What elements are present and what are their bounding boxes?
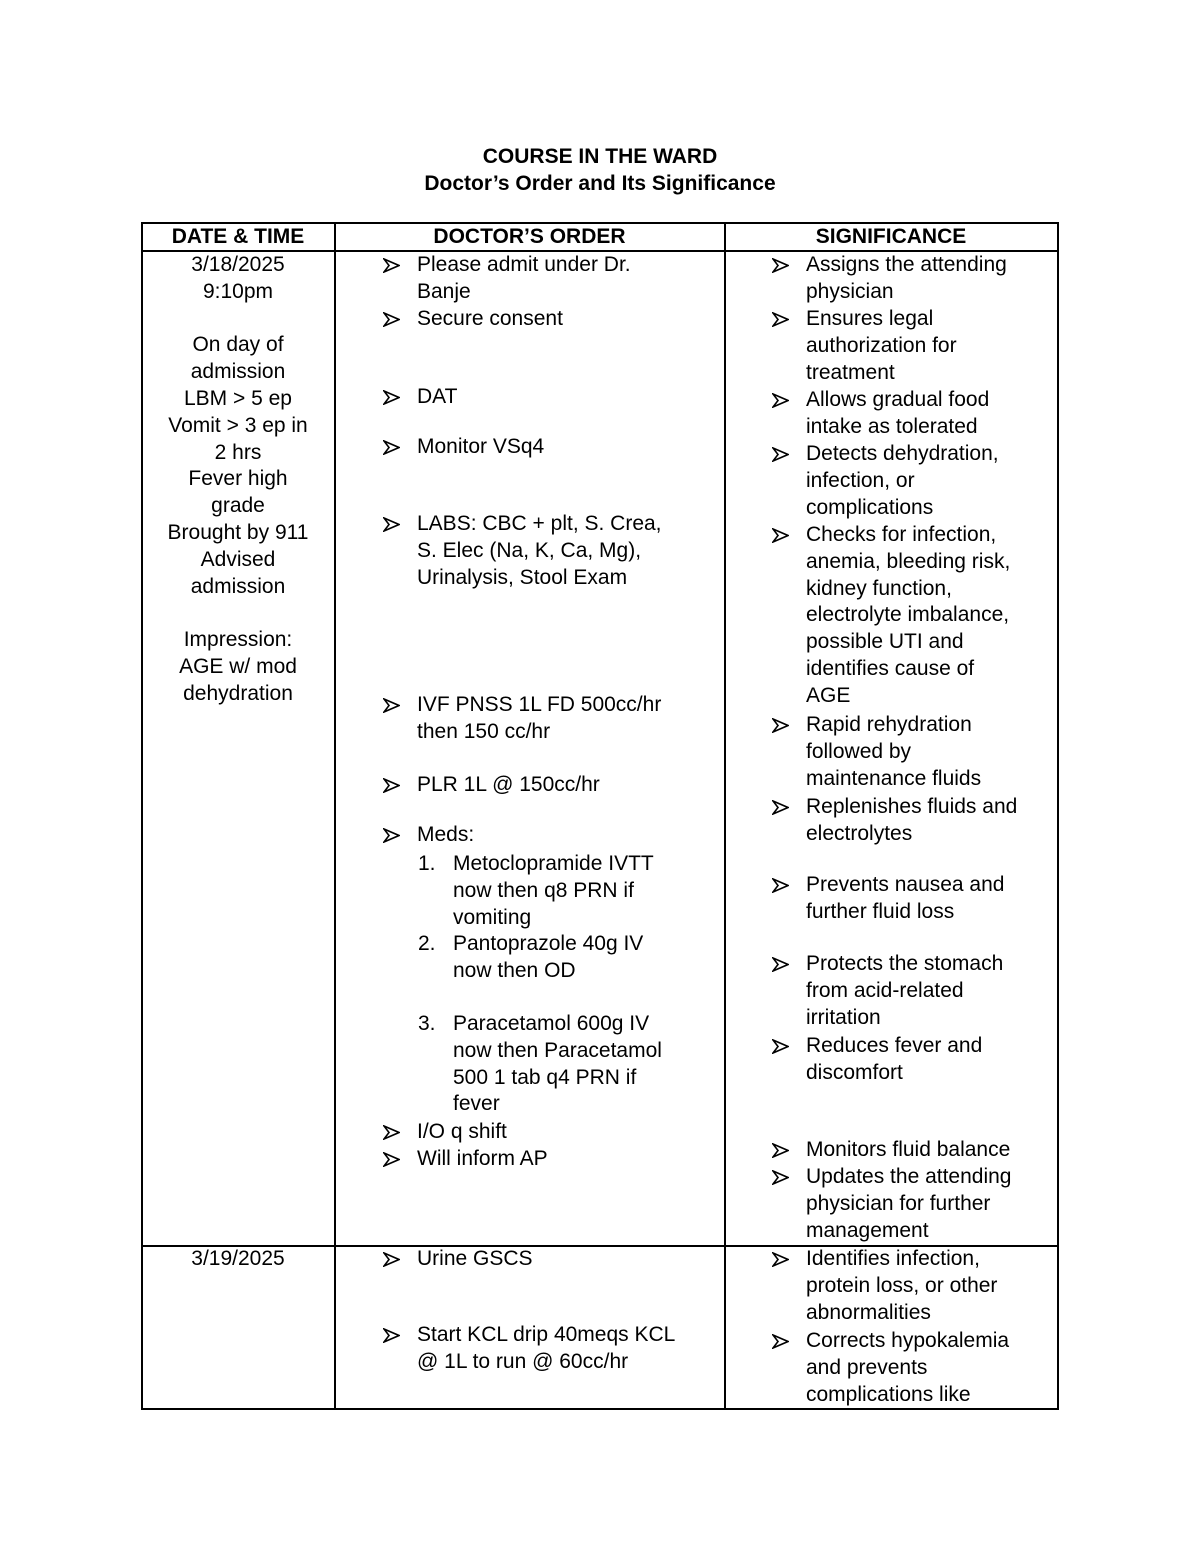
text-line: maintenance fluids	[806, 766, 982, 790]
med-list-item	[418, 931, 753, 985]
med-list-item	[418, 851, 753, 931]
text-line: Assigns the attending	[806, 253, 1007, 276]
text-line: Urine GSCS	[417, 1247, 533, 1270]
text-line: Metoclopramide IVTT	[453, 852, 654, 875]
arrow-bullet-icon	[382, 252, 404, 279]
text-line: Secure consent	[417, 307, 563, 330]
arrow-bullet-icon	[771, 951, 793, 978]
text-line: Reduces fever and	[806, 1034, 983, 1057]
text-line: kidney function,	[806, 576, 952, 600]
text-line: I/O q shift	[417, 1120, 507, 1143]
text-line: vomiting	[453, 905, 532, 929]
text-line: Identifies infection,	[806, 1247, 980, 1270]
list-number: 1.	[418, 852, 436, 875]
text-line: AGE	[806, 683, 851, 707]
text-line: Please admit under Dr.	[417, 253, 631, 276]
arrow-bullet-icon	[382, 511, 404, 538]
arrow-bullet-icon	[382, 772, 404, 799]
text-line: complications	[806, 495, 934, 519]
order-item	[382, 306, 757, 333]
text-line: infection, or	[806, 468, 915, 492]
text-line: IVF PNSS 1L FD 500cc/hr	[417, 693, 662, 716]
text-line: DAT	[417, 385, 458, 408]
arrow-bullet-icon	[382, 1322, 404, 1349]
order-item	[382, 1246, 757, 1273]
significance-item	[771, 522, 1090, 710]
text-line: Rapid rehydration	[806, 713, 972, 736]
text-line: 3/18/2025	[191, 253, 285, 276]
header-date-time: DATE & TIME	[171, 225, 305, 248]
text-line: 500 1 tab q4 PRN if	[453, 1065, 637, 1089]
order-item	[382, 1146, 757, 1173]
text-line: Replenishes fluids and	[806, 795, 1018, 818]
text-line: abnormalities	[806, 1300, 931, 1324]
order-item	[382, 384, 757, 411]
arrow-bullet-icon	[771, 794, 793, 821]
text-line: management	[806, 1218, 929, 1242]
text-line: anemia, bleeding risk,	[806, 549, 1011, 573]
arrow-bullet-icon	[382, 1246, 404, 1273]
text-line: Detects dehydration,	[806, 442, 999, 465]
significance-item	[771, 1246, 1090, 1326]
text-line	[142, 306, 334, 333]
order-item	[382, 252, 757, 306]
text-line: protein loss, or other	[806, 1273, 998, 1297]
order-item	[382, 511, 757, 591]
text-line: further fluid loss	[806, 899, 955, 923]
header-doctors-order: DOCTOR’S ORDER	[433, 225, 626, 248]
text-line: grade	[211, 494, 265, 518]
list-number: 2.	[418, 932, 436, 955]
text-line: intake as tolerated	[806, 414, 978, 438]
text-line: admission	[190, 574, 286, 598]
text-line: electrolyte imbalance,	[806, 603, 1010, 627]
text-line: Monitor VSq4	[417, 435, 545, 458]
order-item	[382, 692, 757, 746]
arrow-bullet-icon	[771, 1328, 793, 1355]
date-time-cell	[142, 252, 334, 708]
order-item	[382, 822, 757, 849]
order-item	[382, 1322, 757, 1376]
arrow-bullet-icon	[771, 522, 793, 549]
text-line: identifies cause of	[806, 656, 975, 680]
order-item	[382, 772, 757, 799]
significance-item	[771, 712, 1090, 792]
arrow-bullet-icon	[382, 1119, 404, 1146]
order-item	[382, 434, 757, 461]
text-line: fever	[453, 1092, 500, 1116]
text-line: Checks for infection,	[806, 523, 997, 546]
header-significance: SIGNIFICANCE	[815, 225, 967, 248]
text-line: treatment	[806, 360, 895, 384]
text-line: Urinalysis, Stool Exam	[417, 565, 628, 589]
arrow-bullet-icon	[382, 1146, 404, 1173]
text-line: Protects the stomach	[806, 952, 1004, 975]
significance-item	[771, 1164, 1090, 1244]
significance-item	[771, 1328, 1090, 1408]
text-line: Vomit > 3 ep in	[168, 413, 308, 437]
text-line: irritation	[806, 1005, 881, 1029]
significance-item	[771, 252, 1090, 306]
text-line: Paracetamol 600g IV	[453, 1012, 650, 1035]
text-line: physician for further	[806, 1191, 991, 1215]
text-line: dehydration	[183, 681, 293, 705]
text-line: PLR 1L @ 150cc/hr	[417, 773, 600, 796]
text-line: 9:10pm	[202, 279, 274, 303]
text-line: physician	[806, 279, 894, 303]
text-line: followed by	[806, 739, 912, 763]
text-line: from acid-related	[806, 978, 964, 1002]
text-line: Allows gradual food	[806, 388, 990, 411]
arrow-bullet-icon	[771, 252, 793, 279]
text-line: Banje	[417, 279, 471, 303]
date-time-cell	[142, 1246, 334, 1273]
text-line: Ensures legal	[806, 307, 934, 330]
text-line: electrolytes	[806, 821, 913, 845]
significance-item	[771, 387, 1090, 441]
text-line: complications like	[806, 1382, 971, 1406]
significance-item	[771, 951, 1090, 1031]
text-line: now then OD	[453, 958, 576, 982]
significance-item	[771, 872, 1090, 926]
significance-item	[771, 794, 1090, 848]
arrow-bullet-icon	[771, 1033, 793, 1060]
text-line: and prevents	[806, 1355, 928, 1379]
text-line: then 150 cc/hr	[417, 719, 551, 743]
significance-item	[771, 306, 1090, 386]
arrow-bullet-icon	[382, 306, 404, 333]
text-line: now then Paracetamol	[453, 1038, 662, 1062]
text-line: Brought by 911	[167, 520, 309, 544]
text-line: Fever high	[188, 467, 288, 491]
med-list-item	[418, 1011, 753, 1118]
text-line: Pantoprazole 40g IV	[453, 932, 644, 955]
significance-item	[771, 441, 1090, 521]
arrow-bullet-icon	[771, 872, 793, 899]
significance-item	[771, 1137, 1090, 1164]
text-line: discomfort	[806, 1060, 903, 1084]
order-item	[382, 1119, 757, 1146]
text-line: S. Elec (Na, K, Ca, Mg),	[417, 538, 642, 562]
text-line: Will inform AP	[417, 1147, 548, 1170]
arrow-bullet-icon	[382, 822, 404, 849]
arrow-bullet-icon	[382, 692, 404, 719]
text-line: LABS: CBC + plt, S. Crea,	[417, 512, 662, 535]
text-line: Start KCL drip 40meqs KCL	[417, 1323, 676, 1346]
arrow-bullet-icon	[771, 1246, 793, 1273]
text-line: admission	[190, 360, 286, 384]
arrow-bullet-icon	[771, 387, 793, 414]
text-line: 3/19/2025	[191, 1247, 285, 1270]
text-line: On day of	[192, 333, 284, 357]
text-line: Advised	[200, 547, 276, 571]
arrow-bullet-icon	[382, 434, 404, 461]
page-subtitle: Doctor’s Order and Its Significance	[424, 172, 776, 195]
text-line: Monitors fluid balance	[806, 1138, 1011, 1161]
text-line	[142, 600, 334, 627]
text-line: authorization for	[806, 333, 957, 357]
text-line: Meds:	[417, 823, 475, 846]
text-line: Updates the attending	[806, 1165, 1012, 1188]
text-line: Prevents nausea and	[806, 873, 1005, 896]
arrow-bullet-icon	[771, 712, 793, 739]
arrow-bullet-icon	[771, 441, 793, 468]
arrow-bullet-icon	[771, 306, 793, 333]
text-line: 2 hrs	[214, 440, 262, 464]
text-line: possible UTI and	[806, 630, 964, 654]
list-number: 3.	[418, 1012, 436, 1035]
page-title: COURSE IN THE WARD	[482, 145, 718, 168]
significance-item	[771, 1033, 1090, 1087]
text-line: LBM > 5 ep	[184, 386, 292, 410]
text-line: @ 1L to run @ 60cc/hr	[417, 1349, 629, 1373]
arrow-bullet-icon	[771, 1137, 793, 1164]
text-line: AGE w/ mod	[179, 654, 297, 678]
text-line: Corrects hypokalemia	[806, 1329, 1010, 1352]
column-border	[334, 222, 336, 1410]
arrow-bullet-icon	[382, 384, 404, 411]
arrow-bullet-icon	[771, 1164, 793, 1191]
text-line: now then q8 PRN if	[453, 878, 634, 902]
text-line: Impression:	[183, 628, 293, 652]
